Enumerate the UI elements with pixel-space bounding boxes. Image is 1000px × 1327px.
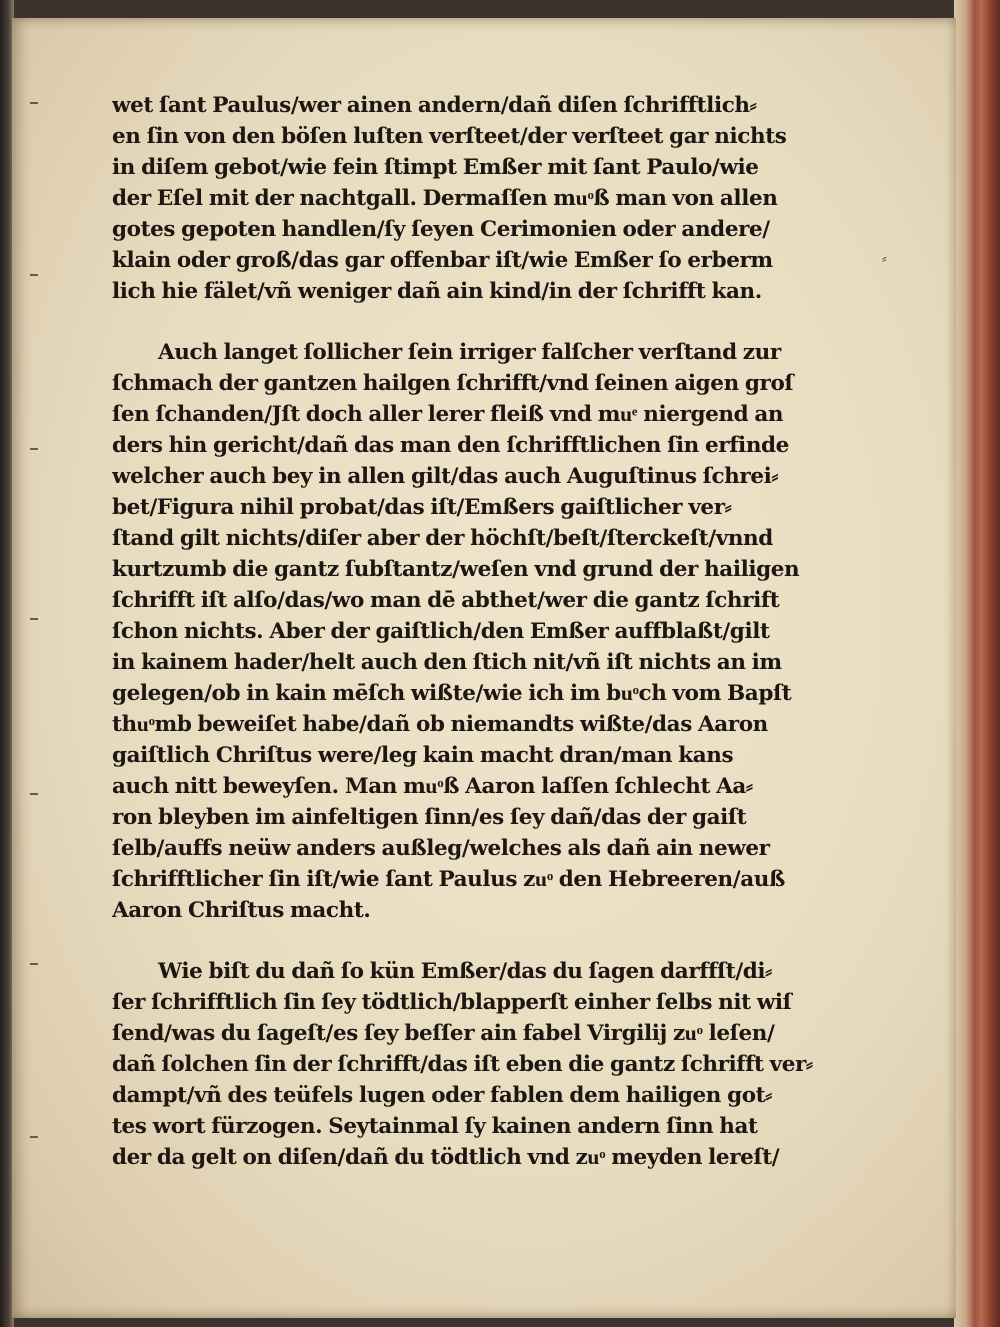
- text-line: auch nitt beweyſen. Man muͦß Aaron laſſen ſchlecht Aa⸗: [112, 774, 753, 799]
- margin-tick: [30, 274, 38, 276]
- text-line: ſer ſchrifftlich ſin ſey tödtlich/blapperſt einher ſelbs nit wiſ: [112, 990, 792, 1015]
- margin-tick: [30, 102, 38, 104]
- text-line: der da gelt on diſen/dañ du tödtlich vnd zuͦ meyden lereſt/: [112, 1145, 780, 1170]
- text-line: klain oder groß/das gar offenbar iſt/wie Emßer ſo erberm: [112, 248, 773, 273]
- text-line: ron bleyben im ainfeltigen ſinn/es ſey dañ/das der gaiſt: [112, 805, 747, 830]
- text-line: ſen ſchanden/Jſt doch aller lerer fleiß vnd muͤ niergend an: [112, 402, 784, 427]
- text-line: kurtzumb die gantz ſubſtantz/weſen vnd grund der hailigen: [112, 557, 800, 582]
- text-line: en ſin von den böſen luſten verſteet/der verſteet gar nichts: [112, 124, 787, 149]
- red-page-edge: [954, 0, 1000, 1327]
- text-line: Wie biſt du dañ ſo kün Emßer/das du ſagen darffſt/di⸗: [158, 959, 772, 984]
- text-line: gelegen/ob in kain mēſch wißte/wie ich im buͦch vom Bapſt: [112, 681, 792, 706]
- text-line: gotes gepoten handlen/ſy ſeyen Cerimonien oder andere/: [112, 217, 770, 242]
- margin-tick: [30, 1136, 38, 1138]
- text-line: dampt/vñ des teüfels lugen oder fablen dem hailigen got⸗: [112, 1083, 772, 1108]
- marginal-mark: ⸗: [882, 251, 887, 267]
- text-line: wet ſant Paulus/wer ainen andern/dañ diſen ſchrifftlich⸗: [112, 93, 757, 118]
- paragraph-2: [112, 337, 848, 926]
- paragraph-3: [112, 956, 848, 1173]
- text-line: welcher auch bey in allen gilt/das auch Auguſtinus ſchrei⸗: [112, 464, 779, 489]
- text-line: ſchrifft iſt alſo/das/wo man dē abthet/wer die gantz ſchrift: [112, 588, 780, 613]
- text-line: ſtand gilt nichts/diſer aber der höchſt/beſt/ſterckeſt/vnnd: [112, 526, 773, 551]
- margin-tick: [30, 963, 38, 965]
- text-block: [112, 90, 848, 1173]
- text-line: Aaron Chriſtus macht.: [112, 898, 371, 923]
- text-line: ders hin gericht/dañ das man den ſchrifftlichen ſin erfinde: [112, 433, 789, 458]
- paragraph-1: [112, 90, 848, 307]
- text-line: ſchrifftlicher ſin iſt/wie ſant Paulus zuͦ den Hebreeren/auß: [112, 867, 785, 892]
- margin-tick: [30, 793, 38, 795]
- text-line: Auch langet ſollicher ſein irriger falſcher verſtand zur: [158, 340, 781, 365]
- text-line: dañ ſolchen ſin der ſchrifft/das iſt eben die gantz ſchrifft ver⸗: [112, 1052, 813, 1077]
- text-line: der Eſel mit der nachtgall. Dermaſſen muͦß man von allen: [112, 186, 778, 211]
- text-line: thuͦmb beweiſet habe/dañ ob niemandts wißte/das Aaron: [112, 712, 768, 737]
- text-line: in kainem hader/helt auch den ſtich nit/vñ iſt nichts an im: [112, 650, 782, 675]
- text-line: in diſem gebot/wie fein ſtimpt Emßer mit ſant Paulo/wie: [112, 155, 759, 180]
- text-line: gaiſtlich Chriſtus were/leg kain macht dran/man kans: [112, 743, 734, 768]
- margin-tick: [30, 618, 38, 620]
- text-line: tes wort fürzogen. Seytainmal ſy kainen andern ſinn hat: [112, 1114, 758, 1139]
- text-line: ſchon nichts. Aber der gaiſtlich/den Emßer auffblaßt/gilt: [112, 619, 770, 644]
- text-line: ſend/was du ſageſt/es ſey beſſer ain fabel Virgilij zuͦ leſen/: [112, 1021, 775, 1046]
- text-line: bet/Figura nihil probat/das iſt/Emßers gaiſtlicher ver⸗: [112, 495, 732, 520]
- text-line: ſelb/auffs neüw anders außleg/welches als dañ ain newer: [112, 836, 770, 861]
- text-line: ſchmach der gantzen hailgen ſchrifft/vnd ſeinen aigen groſ: [112, 371, 794, 396]
- margin-tick: [30, 448, 38, 450]
- page-sheet: [12, 18, 956, 1318]
- text-line: lich hie fälet/vñ weniger dañ ain kind/in der ſchrifft kan.: [112, 279, 762, 304]
